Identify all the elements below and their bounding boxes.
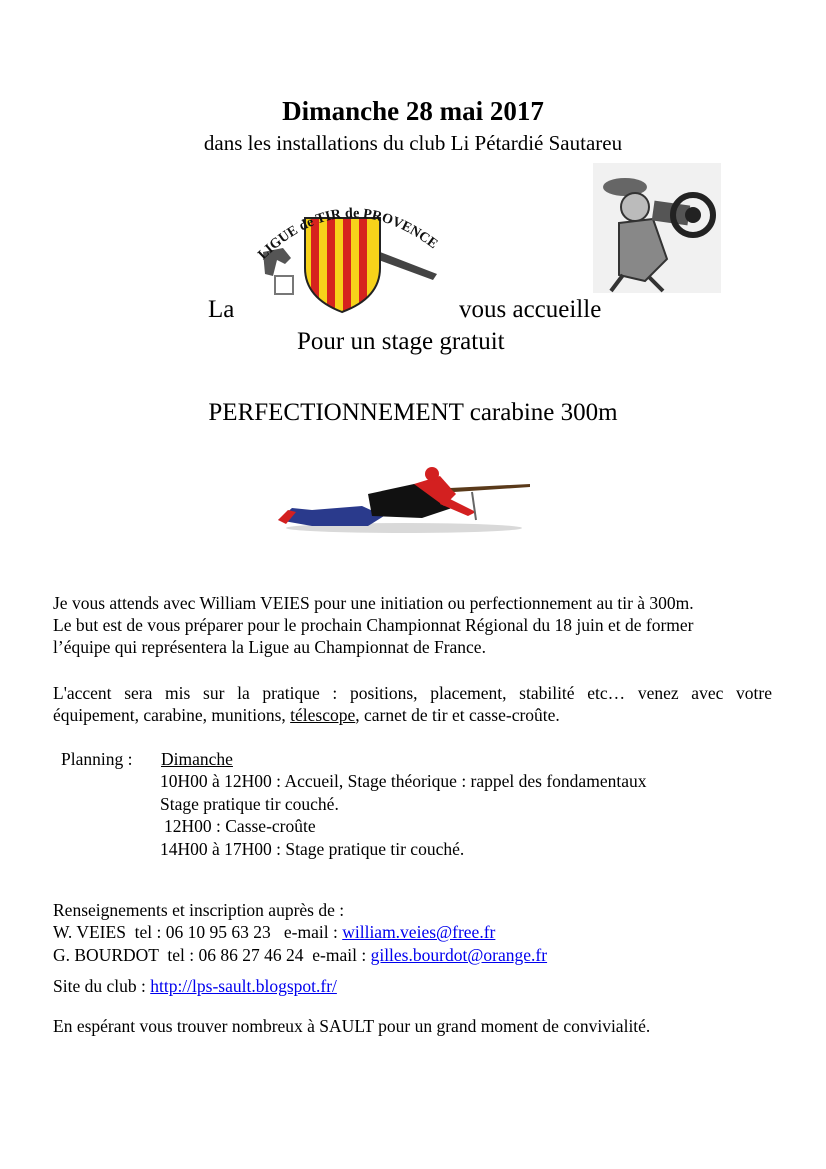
ligue-logo (245, 190, 445, 315)
target-icon (275, 276, 293, 294)
welcome-stage: Pour un stage gratuit (297, 328, 505, 355)
intro-line: l’équipe qui représentera la Ligue au Championnat de France. (53, 637, 486, 657)
email-link-bourdot[interactable]: gilles.bourdot@orange.fr (370, 945, 548, 965)
intro-line: Je vous attends avec William VEIES pour une initiation ou perfectionnement au tir à 300m. (53, 593, 694, 613)
contacts-heading: Renseignements et inscription auprès de : (53, 900, 345, 920)
planning-item: Stage pratique tir couché. (160, 794, 339, 814)
course-title: PERFECTIONNEMENT carabine 300m (208, 399, 618, 426)
page-title: Dimanche 28 mai 2017 (282, 96, 544, 126)
planning-item: 14H00 à 17H00 : Stage pratique tir couché. (160, 839, 465, 859)
logo-text: LIGUE de TIR de PROVENCE (255, 206, 441, 263)
rifle-icon (373, 250, 437, 280)
welcome-accueille: vous accueille (459, 296, 602, 323)
contact-veies: W. VEIES tel : 06 10 95 63 23 e-mail : william.veies@free.fr (53, 922, 496, 942)
planning-item: 12H00 : Casse-croûte (164, 816, 316, 836)
planning-item: 10H00 à 12H00 : Accueil, Stage théorique : rappel des fondamentaux (160, 771, 647, 791)
planning-label: Planning : (61, 749, 133, 769)
intro-line: Le but est de vous préparer pour le prochain Championnat Régional du 18 juin et de former (53, 615, 694, 635)
closing-text: En espérant vous trouver nombreux à SAULT pour un grand moment de convivialité. (53, 1016, 651, 1036)
club-site: Site du club : http://lps-sault.blogspot.fr/ (53, 976, 337, 996)
accent-line: équipement, carabine, munitions, télescope, carnet de tir et casse-croûte. (53, 705, 560, 725)
email-link-veies[interactable]: william.veies@free.fr (342, 922, 496, 942)
accent-line: L'accent sera mis sur la pratique : positions, placement, stabilité etc… venez avec votre (53, 683, 772, 703)
accent-paragraph (53, 682, 772, 726)
telescope-underlined: télescope (290, 705, 356, 725)
club-mascot-illustration (593, 163, 721, 293)
intro-paragraph (53, 592, 772, 658)
shield-icon (305, 218, 380, 314)
contact-bourdot: G. BOURDOT tel : 06 86 27 46 24 e-mail : gilles.bourdot@orange.fr (53, 945, 548, 965)
page-subtitle: dans les installations du club Li Pétardié Sautareu (203, 131, 623, 155)
prone-shooter-illustration (272, 462, 534, 537)
club-site-link[interactable]: http://lps-sault.blogspot.fr/ (150, 976, 337, 996)
welcome-la: La (208, 296, 235, 323)
planning-day: Dimanche (161, 749, 233, 769)
